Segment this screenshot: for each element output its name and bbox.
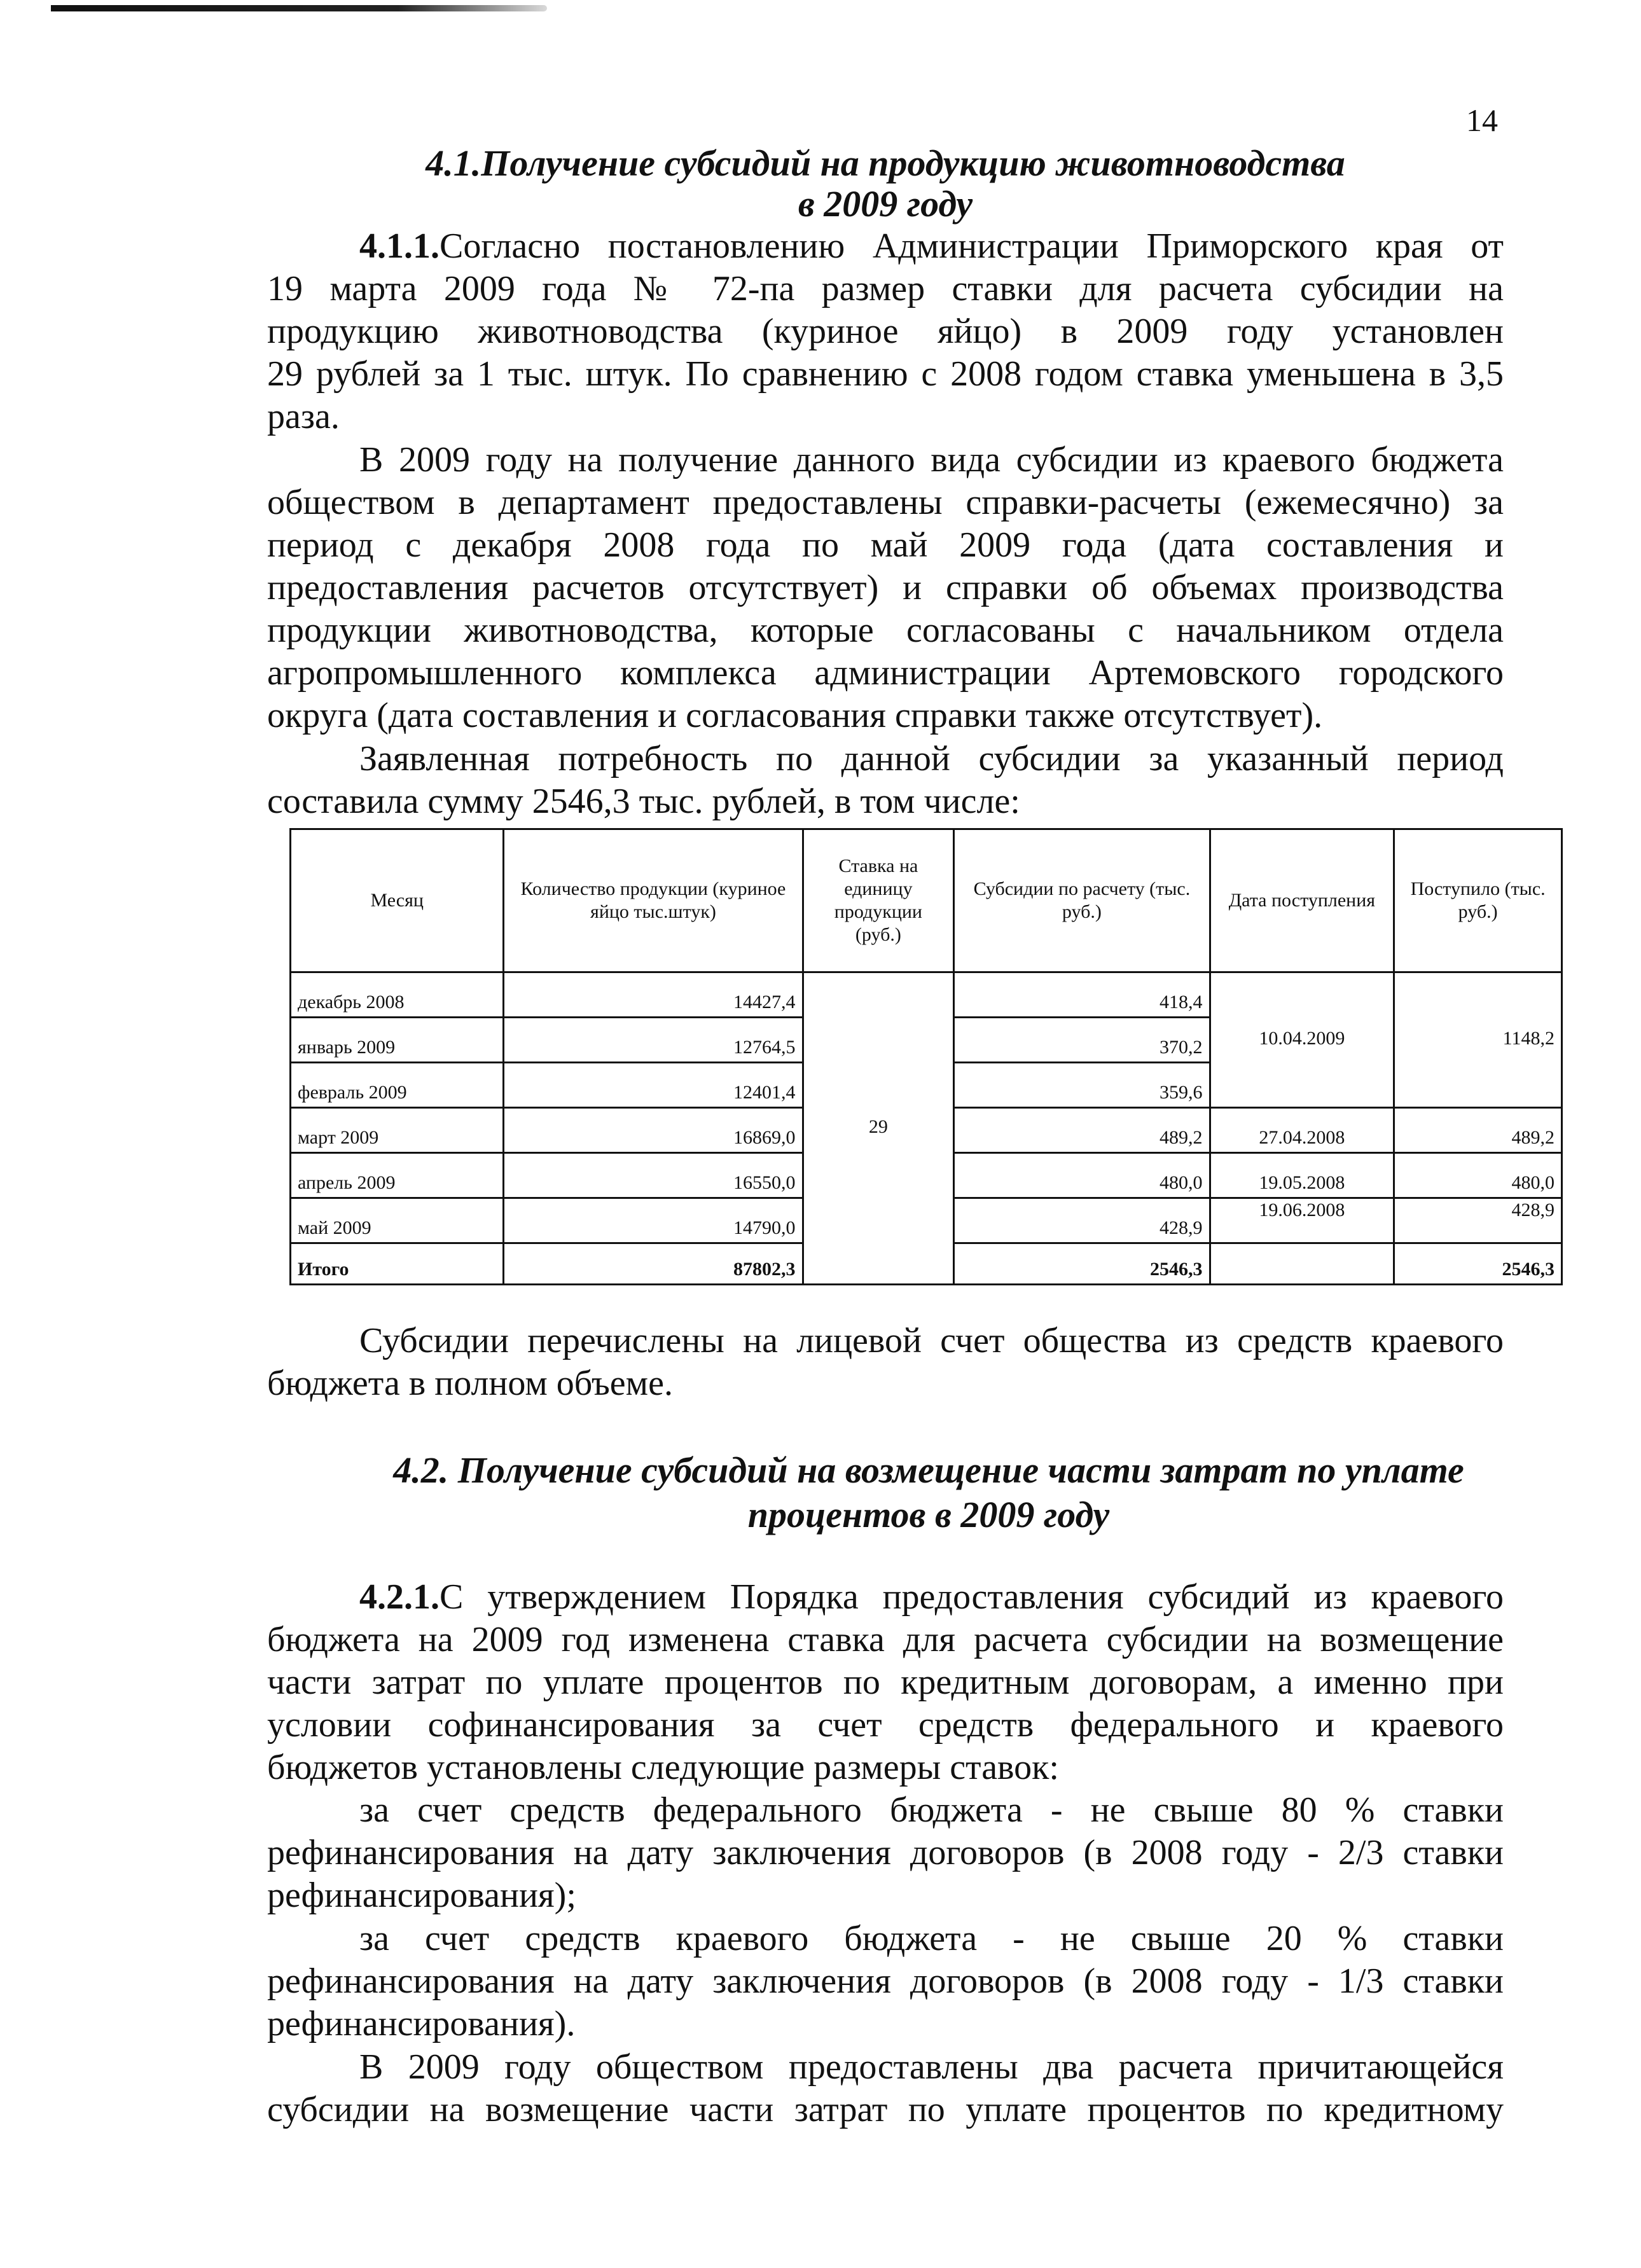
text-line: округа (дата составления и согласования справки также отсутствует). bbox=[267, 696, 1323, 735]
paragraph-declared-need bbox=[267, 738, 1504, 823]
paragraph-transferred bbox=[267, 1320, 1504, 1405]
text-line: С утверждением Порядка предоставления субсидий из краевого bbox=[440, 1577, 1504, 1617]
text-line: бюджетов установлены следующие размеры ставок: bbox=[267, 1748, 1059, 1787]
cell-received: 428,9 bbox=[1394, 1198, 1562, 1243]
text-line: части затрат по уплате процентов по кредитным договорам, а именно при bbox=[267, 1663, 1504, 1702]
cell-received: 1148,2 bbox=[1394, 972, 1562, 1108]
text-line: Субсидии перечислены на лицевой счет общества из средств краевого bbox=[359, 1321, 1504, 1360]
cell-quantity: 12401,4 bbox=[504, 1063, 803, 1108]
paragraph-two-calculations bbox=[267, 2046, 1504, 2131]
text-line: бюджета в полном объеме. bbox=[267, 1364, 673, 1403]
table-row bbox=[291, 972, 1562, 1018]
text-line: продукции животноводства, которые согласованы с начальником отдела bbox=[267, 611, 1504, 650]
cell-quantity: 14790,0 bbox=[504, 1198, 803, 1243]
cell-total-subsidy: 2546,3 bbox=[954, 1243, 1210, 1285]
header-rate: Ставка на единицу продукции (руб.) bbox=[803, 829, 954, 972]
text-line: агропромышленного комплекса администрации Артемовского городского bbox=[267, 653, 1504, 693]
cell-month: январь 2009 bbox=[291, 1018, 504, 1063]
cell-subsidy: 418,4 bbox=[954, 972, 1210, 1018]
cell-receipt-date: 27.04.2008 bbox=[1210, 1108, 1394, 1153]
scan-artifact-bar bbox=[51, 5, 547, 11]
text-line: рефинансирования на дату заключения договоров (в 2008 году - 1/3 ставки bbox=[267, 1961, 1504, 2001]
text-line: Заявленная потребность по данной субсидии за указанный период bbox=[359, 739, 1504, 778]
header-quantity: Количество продукции (куриное яйцо тыс.штук) bbox=[504, 829, 803, 972]
header-receipt-date: Дата поступления bbox=[1210, 829, 1394, 972]
text-line: обществом в департамент предоставлены справки-расчеты (ежемесячно) за bbox=[267, 483, 1504, 522]
header-month: Месяц bbox=[291, 829, 504, 972]
cell-receipt-date: 10.04.2009 bbox=[1210, 972, 1394, 1108]
cell-total-received: 2546,3 bbox=[1394, 1243, 1562, 1285]
paragraph-4-1-1 bbox=[267, 225, 1504, 438]
cell-total-date-empty bbox=[1210, 1243, 1394, 1285]
section-4-2-title-line2: процентов в 2009 году bbox=[747, 1494, 1110, 1535]
paragraph-number: 4.2.1. bbox=[359, 1577, 440, 1617]
cell-receipt-date: 19.06.2008 bbox=[1210, 1198, 1394, 1243]
paragraph-regional-rate bbox=[267, 1918, 1504, 2045]
text-line: за счет средств федерального бюджета - не свыше 80 % ставки bbox=[359, 1790, 1504, 1830]
text-line: субсидии на возмещение части затрат по уплате процентов по кредитному bbox=[267, 2090, 1504, 2129]
cell-receipt-date: 19.05.2008 bbox=[1210, 1153, 1394, 1198]
cell-subsidy: 428,9 bbox=[954, 1198, 1210, 1243]
cell-month: апрель 2009 bbox=[291, 1153, 504, 1198]
text-line: предоставления расчетов отсутствует) и справки об объемах производства bbox=[267, 568, 1504, 607]
cell-month: май 2009 bbox=[291, 1198, 504, 1243]
text-line: В 2009 году на получение данного вида субсидии из краевого бюджета bbox=[359, 440, 1504, 480]
header-subsidy: Субсидии по расчету (тыс. руб.) bbox=[954, 829, 1210, 972]
text-line: продукцию животноводства (куриное яйцо) в 2009 году установлен bbox=[267, 312, 1504, 351]
cell-month: декабрь 2008 bbox=[291, 972, 504, 1018]
section-4-2-title bbox=[356, 1450, 1501, 1535]
cell-subsidy: 370,2 bbox=[954, 1018, 1210, 1063]
section-4-1-title-line2: в 2009 году bbox=[798, 183, 973, 225]
section-4-1-title-line1: 4.1.Получение субсидий на продукцию животноводства bbox=[426, 142, 1345, 184]
cell-quantity: 16550,0 bbox=[504, 1153, 803, 1198]
cell-subsidy: 359,6 bbox=[954, 1063, 1210, 1108]
cell-total-label: Итого bbox=[291, 1243, 504, 1285]
text-line: рефинансирования); bbox=[267, 1876, 576, 1915]
cell-quantity: 14427,4 bbox=[504, 972, 803, 1018]
text-line: Согласно постановлению Администрации Приморского края от bbox=[440, 226, 1504, 266]
header-received: Поступило (тыс. руб.) bbox=[1394, 829, 1562, 972]
text-line: рефинансирования на дату заключения договоров (в 2008 году - 2/3 ставки bbox=[267, 1833, 1504, 1872]
cell-received: 480,0 bbox=[1394, 1153, 1562, 1198]
cell-total-quantity: 87802,3 bbox=[504, 1243, 803, 1285]
text-line: период с декабря 2008 года по май 2009 года (дата составления и bbox=[267, 525, 1504, 565]
section-4-2-title-line1: 4.2. Получение субсидий на возмещение части затрат по уплате bbox=[393, 1449, 1464, 1491]
paragraph-number: 4.1.1. bbox=[359, 226, 440, 266]
cell-month: февраль 2009 bbox=[291, 1063, 504, 1108]
text-line: условии софинансирования за счет средств федерального и краевого bbox=[267, 1705, 1504, 1745]
paragraph-documents bbox=[267, 439, 1504, 737]
text-line: бюджета на 2009 год изменена ставка для расчета субсидии на возмещение bbox=[267, 1620, 1504, 1659]
text-line: рефинансирования). bbox=[267, 2004, 576, 2043]
cell-month: март 2009 bbox=[291, 1108, 504, 1153]
table-header-row bbox=[291, 829, 1562, 972]
text-line: раза. bbox=[267, 397, 340, 436]
text-line: составила сумму 2546,3 тыс. рублей, в том числе: bbox=[267, 782, 1020, 821]
cell-subsidy: 480,0 bbox=[954, 1153, 1210, 1198]
cell-quantity: 12764,5 bbox=[504, 1018, 803, 1063]
text-line: 29 рублей за 1 тыс. штук. По сравнению с 2008 годом ставка уменьшена в 3,5 bbox=[267, 354, 1504, 394]
cell-subsidy: 489,2 bbox=[954, 1108, 1210, 1153]
paragraph-4-2-1 bbox=[267, 1576, 1504, 1789]
cell-received: 489,2 bbox=[1394, 1108, 1562, 1153]
cell-rate: 29 bbox=[803, 972, 954, 1285]
section-4-1-title bbox=[267, 143, 1504, 225]
text-line: за счет средств краевого бюджета - не свыше 20 % ставки bbox=[359, 1919, 1504, 1958]
cell-quantity: 16869,0 bbox=[504, 1108, 803, 1153]
text-line: 19 марта 2009 года № 72-па размер ставки для расчета субсидии на bbox=[267, 269, 1504, 308]
subsidy-table bbox=[289, 828, 1563, 1285]
text-line: В 2009 году обществом предоставлены два расчета причитающейся bbox=[359, 2047, 1504, 2087]
paragraph-federal-rate bbox=[267, 1789, 1504, 1917]
page-number: 14 bbox=[1466, 102, 1498, 138]
